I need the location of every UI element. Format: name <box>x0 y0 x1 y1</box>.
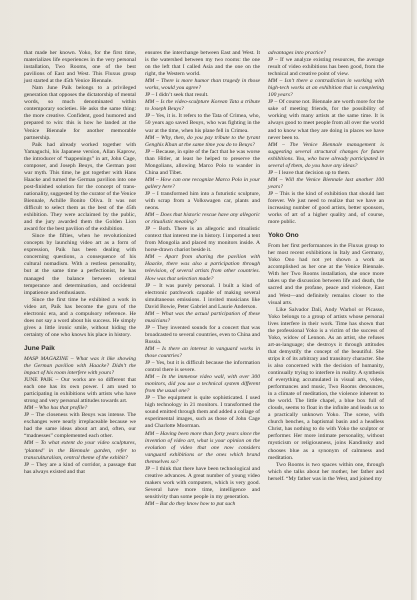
paragraph: Paik had already worked together with Yamaguchi, his Japanese version, Allan Kaprow, the introducer of “happenings” in art, John Cage, composer, and Joseph Beuys, the German post war myth. This time, he got together with Hans Haacke and turned the German pavilion into one post-finished solution for the concept of trans-nationality, suggested by the curator of the Venice Biennale, Achille Bonito Oliva. It was not difficult to select them as the best of the 45th exhibition. They were acclaimed by the public, and the jury awarded them the Golden Lion award for the best pavilion of the exhibition. <box>24 141 136 233</box>
interview-question: MM – Is the video-sculpture Korean Tata a tribute to Joseph Beuys? <box>145 99 260 113</box>
column-3 <box>268 50 384 483</box>
interview-question: MM – What was the actual participation of these musicians? <box>145 310 260 324</box>
interview-question: MM – Having been more than forty years since the invention of video art, what is your opinion on the evolution of video that one now considers vanguard exhibitions or the ones which brand themselves so? <box>145 430 260 465</box>
interview-answer: JP – Yes, it is. It refers to the Tata of Crimea, who, 50 years ago saved Beuys, who was fighting in the war at the time, when his plane fell in Crimea. <box>145 113 260 134</box>
interview-answer: JP – This is the kind of exhibition that should last forever. We just need to realize that we have an increasing number of good artists, better sponsors, works of art of a higher quality and, of course, more public. <box>268 190 384 226</box>
paragraph: ensures the interchange between East and West. It is the watershed between my two rooms: the one on the left that I called Asia and the one on the right, the Western world. <box>145 50 260 78</box>
interview-question: MM – How can one recognize Marco Polo in your gallery here? <box>145 176 260 190</box>
paragraph: Nam June Paik belongs to a privileged generation that opposes the dictatorship of mental words, so much denominated within contemporary societies. He asks the same thing: the more creative. Confident, good humored and prepared to win: this is how he landed at the Venice Biennale for another memorable partnership. <box>24 85 136 141</box>
interview-answer: JP – I think that there have been technological and creative advances. A great number of young video makers work with computers, which is very good. Several have more time, intelligence and sensitivity than some people in my generation. <box>145 465 260 500</box>
interview-question: MM – But do they know how to put such <box>145 501 236 507</box>
interview-answer: JP – Of course not. Biennale are worth more for the sake of meeting friends, for the possibility of working with many artists at the same time. It is always good to meet people from all over the world and to know what they are doing in places we have never been to. <box>268 99 384 141</box>
paragraph: Like Salvador Dalí, Andy Warhol or Picasso, Yoko belongs to a group of artists whose personal lives interfere in their work. Time has shown that the professional Yoko is a victim of the success of Yoko, widow of Lennon. As an artist, she refuses art-as-language; she destroys it through attitudes that demystify the concept of the beautiful. She strips it of its arbitrary and transitory character. She is also concerned with the decision of humanity, continually trying to interfere in reality. A synthesis of everything accumulated in visual arts, video, performances and music, Two Rooms denounces, in a climate of meditation, the violence inherent to the world. The little chapel, a blue box full of clouds, seems to float in the infinite and leads us to a practically unknown Yoko. The scene, with church benches, a baptismal basin and a headless Christ, has nothing to do with Yoko the sculptor or performer. Her more intimate personality, without mysticism or religiousness, joins Kandinsky and chooses blue as a synonym of calmness and meditation. <box>268 306 384 461</box>
page-edge <box>411 0 417 600</box>
interview-question: MM – There is more humor than tragedy in those works, would you agree? <box>145 78 260 92</box>
interview-question: MM – Is there an interest in vanguard works in those countries? <box>145 345 260 360</box>
interview-question: MM – Does that historic rescue have any allegoric or ritualistic meaning? <box>145 212 260 226</box>
interview-question: MM – Apart from sharing the pavilion with Haacke, there was also a participation through television, of several artists from other countries. How was that selection made? <box>145 254 260 282</box>
interview-question: advantages into practice? <box>268 50 327 56</box>
interview-question: MM – The Venice Biennale management is suggesting several structural changes for future exhibitions. You, who have already participated in several of them, do you have any ideas? <box>268 141 384 169</box>
interview-answer: JP – They are a kind of corridor, a passage that has always existed and that <box>24 461 136 475</box>
column-2 <box>145 50 260 508</box>
interview-question: MM – Isn’t there a contradiction in working with high-tech works at an exhibition that is completing 100 years? <box>268 78 384 99</box>
paragraph: that made her known. Yoko, for the first time, materializes life experiences in the very personal installation, Two Rooms, one of the best pavilions of East and West. This Fluxus group just started at the 45th Venice Biennale. <box>24 50 136 85</box>
paragraph: From her first performances in the Fluxus group to her most recent exhibitions in Italy and Germany, Yoko Ono had not yet shown a work as accomplished as her one at the Venice Biennale. With her Two Rooms installation, she once more takes up the discussion between life and death, the sacred and the profane, peace and violence, East and West—and definitely remains closer to the visual arts. <box>268 243 384 306</box>
interview-answer: JP – It was purely personal. I built a kind of electronic patchwork capable of making several simultaneous emissions. I invited musicians like David Bowie, Peter Gabriel and Laurie Anderson. <box>145 282 260 310</box>
interview-answer: JP – I leave that decision up to them. <box>268 169 351 176</box>
interview-question: MM – To what extent do your video sculptures, ‘planted’ in the Biennale garden, refer to transculturalism, central theme of the exhibit? <box>24 440 136 461</box>
interview-answer: JP – If we analyze existing resources, the average result of video exhibitions has been good, from the technical and creative point of view. <box>268 57 384 78</box>
interview-question: MM – Will the Venice Biennale last another 100 years? <box>268 176 384 190</box>
interview-answer: JP – I transformed him into a futuristic sculpture, with scrap from a Volkswagen car, plants and neons. <box>145 190 260 212</box>
paragraph: Since the fifties, when he revolutionized concepts by launching video art as a form of expression, Paik has been dealing with concerning questions, a consequence of his cultural nomadism. With a restless personality, but at the same time a perfectionist, he has managed the balance between oriental temperance and determination, and occidental impatience and enthusiasm. <box>24 233 136 296</box>
interview-answer: JP – Yes, but it is difficult because the information control there is severe. <box>145 360 260 374</box>
interview-question: MASP MAGAZINE – What was it like showing the German pavilion with Haacke? Didn’t the impact of his room interfere with yours? <box>24 355 136 377</box>
paragraph: Two Rooms is two spaces within one, through which she talks about her mother, her father and herself. “My father was in the West, and joined my <box>268 461 384 482</box>
interview-answer: JP – The closeness with Beuys was intense. The exchanges were nearly irreplaceable because we had the same ideas about art and, often, our “madnesses” complemented each other. <box>24 412 136 440</box>
interview-answer: JUNE PAIK – Our works are so different that each one has its own power. I am used to participating in exhibitions with artists who have strong and very personal attitudes towards art. <box>24 377 136 405</box>
section-heading: June Paik <box>24 344 55 352</box>
paragraph: Since the first time he exhibited a work in video art, Paik has become the guru of the electronic era, and a compulsory reference. He does not say a word about his success. He simply gives a little ironic smile, without hiding the certainty of one who knows his place in history. <box>24 296 136 338</box>
interview-answer: JP – Because, in spite of the fact that he was worse than Hitler, at least he helped to preserve the Mongolians, allowing Marco Polo to wander in China and Tibet. <box>145 148 260 176</box>
interview-question: MM – Who has that profile? <box>24 405 88 412</box>
interview-question: MM – In the immense video wall, with over 300 monitors, did you use a technical system different from the usual one? <box>145 374 260 395</box>
interview-answer: JP – Both. There is an allegoric and ritualistic context that interest me in history. I imported a tent from Mongolia and placed my monitors inside. A horse-drawn chariot beside it. <box>145 226 260 254</box>
section-heading: Yoko Ono <box>268 232 299 240</box>
interview-question: MM – Why, then, do you pay tribute to the tyrant Genghis Khan at the same time you do to Beuys? <box>145 134 260 148</box>
interview-answer: JP – They invented sounds for a concert that was broadcasted to several countries, even to China and Russia. <box>145 324 260 345</box>
interview-answer: JP – I didn’t seek that result. <box>145 92 209 99</box>
column-1 <box>24 50 136 476</box>
interview-answer: JP – The equipment is quite sophisticated. I used high technology in 21 monitors. I transformed the sound emitted through them and added a collage of experimental images, such as those of John Cage and Charlotte Moorman. <box>145 395 260 430</box>
